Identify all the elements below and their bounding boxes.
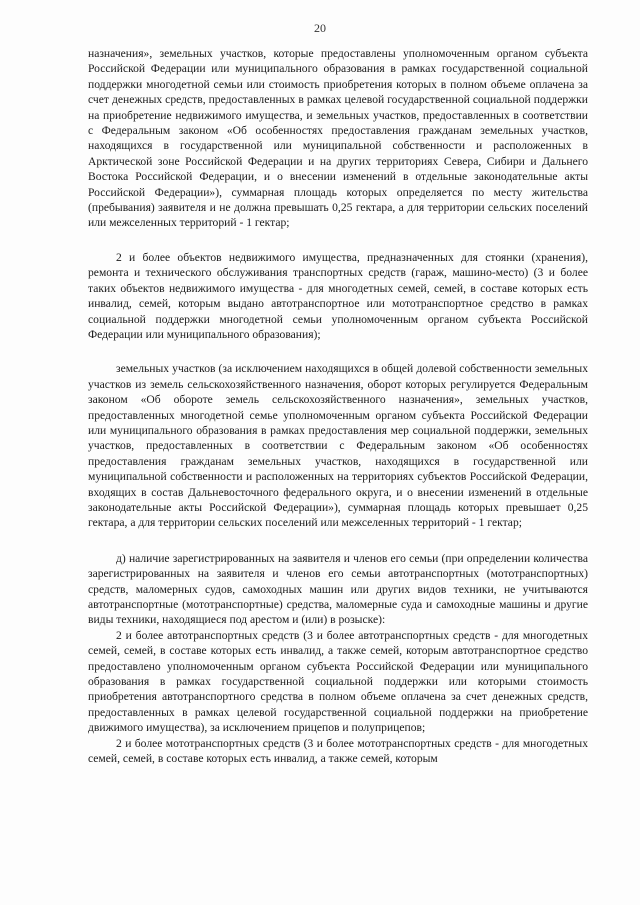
paragraph-item-d-vehicles: д) наличие зарегистрированных на заявителя и членов его семьи (при определении количества зарегистрированных на заявителя и членов его семьи автотранспортных (мототранспортных) средств, маломерных судов, самоходных машин или других видов техники, не учитываются автотранспортные (мототранспортные) средства, маломерные суда и самоходные машины и другие виды техники, находящиеся под арестом и (или) в розыске):	[88, 551, 588, 627]
paragraph-motorcycles: 2 и более мототранспортных средств (3 и более мототранспортных средств - для многодетных семей, семей, в составе которых есть инвалид, а также семей, которым	[88, 736, 588, 766]
page-number: 20	[314, 21, 326, 35]
paragraph-land-plots-area: земельных участков (за исключением находящихся в общей долевой собственности земельных участков из земель сельскохозяйственного назначения, оборот которых регулируется Федеральным законом «Об обороте земель сельскохозяйственного назначения», земельных участков, предоставленных многодетной семье уполномоченным органом субъекта Российской Федерации или муниципального образования в рамках предоставления мер социальной поддержки, земельных участков, предоставленных в соответствии с Федеральным законом «Об особенностях предоставления гражданам земельных участков, находящихся в государственной или муниципальной собственности и расположенных на территориях субъектов Российской Федерации, входящих в состав Дальневосточного федерального округа, и о внесении изменений в отдельные законодательные акты Российской Федерации»), суммарная площадь которых превышает 0,25 гектара, а для территории сельских поселений или межселенных территорий - 1 гектар;	[88, 362, 588, 530]
paragraph-land-plots-continued: назначения», земельных участков, которые предоставлены уполномоченным органом субъекта Российской Федерации или муниципального образования в рамках государственной социальной поддержки многодетной семьи или стоимость приобретения которых в полном объеме оплачена за счет денежных средств, предоставленных в рамках целевой государственной социальной поддержки на приобретение недвижимого имущества, и земельных участков, предоставленных в соответствии с Федеральным законом «Об особенностях предоставления гражданам земельных участков, находящихся в государственной или муниципальной собственности и расположенных в Арктической зоне Российской Федерации и на других территориях Севера, Сибири и Дальнего Востока Российской Федерации, и о внесении изменений в отдельные законодательные акты Российской Федерации»), суммарная площадь которых определяется по месту жительства (пребывания) заявителя и не должна превышать 0,25 гектара, а для территории сельских поселений или межселенных территорий - 1 гектар;	[88, 47, 588, 230]
document-body	[88, 46, 588, 766]
paragraph-motor-vehicles: 2 и более автотранспортных средств (3 и более автотранспортных средств - для многодетных семей, семей, в составе которых есть инвалид, а также семей, которым автотранспортное средство предоставлено уполномоченным органом субъекта Российской Федерации или муниципального образования в рамках государственной социальной поддержки или которыми стоимость приобретения автотранспортного средства в полном объеме оплачена за счет денежных средств, предоставленных в рамках целевой государственной социальной поддержки на приобретение движимого имущества), за исключением прицепов и полуприцепов;	[88, 628, 588, 735]
paragraph-parking-property: 2 и более объектов недвижимого имущества, предназначенных для стоянки (хранения), ремонта и технического обслуживания транспортных средств (гараж, машино-место) (3 и более таких объектов недвижимого имущества - для многодетных семей, семей, в составе которых есть инвалид, семей, которым выдано автотранспортное или мототранспортное средство в рамках социальной поддержки многодетной семьи уполномоченным органом субъекта Российской Федерации или муниципального образования);	[88, 250, 588, 341]
